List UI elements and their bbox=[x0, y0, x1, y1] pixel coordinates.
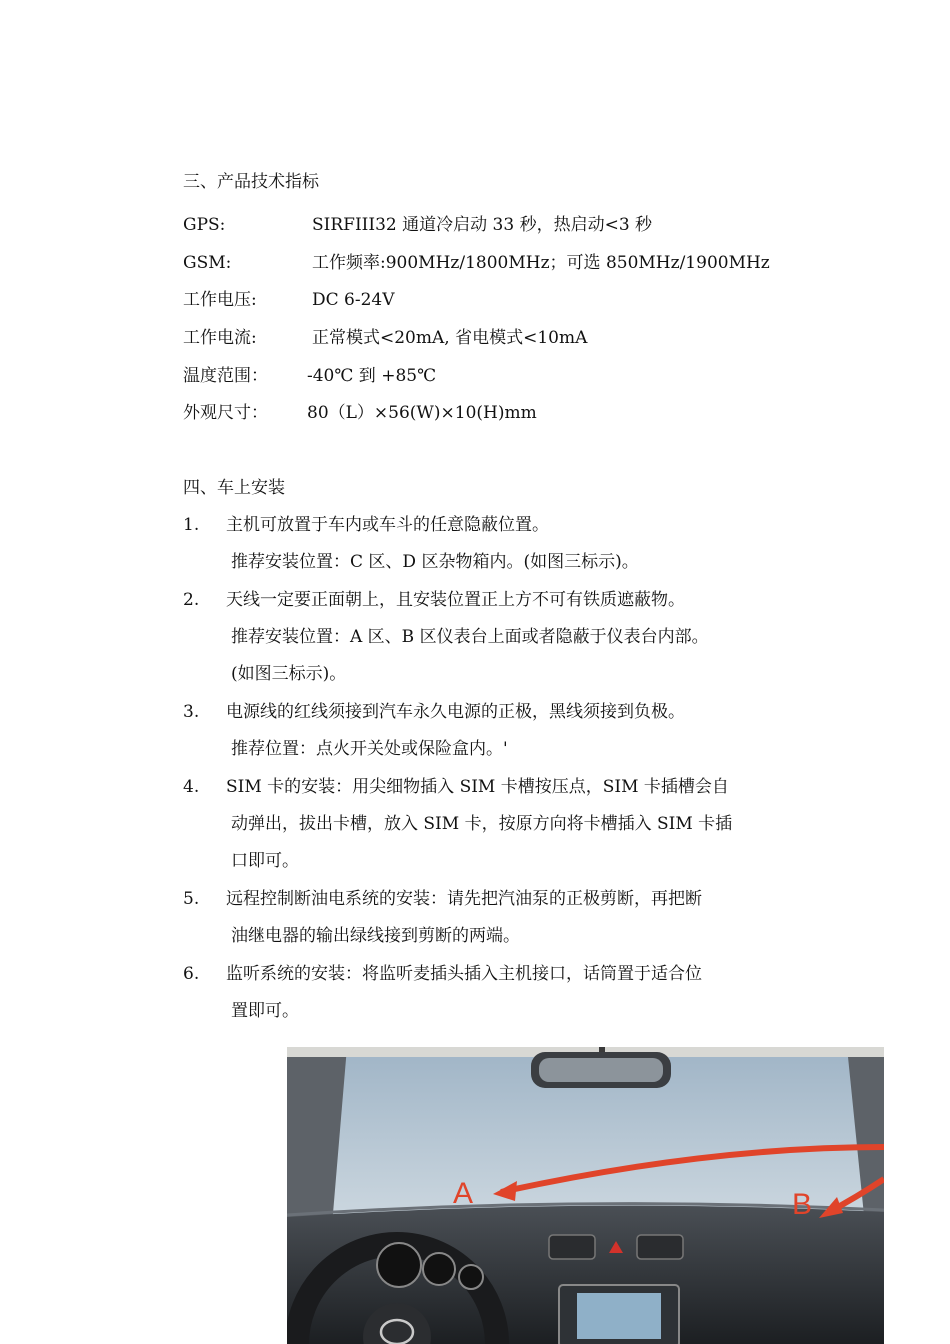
spec-value-gsm: 工作频率:900MHz/1800MHz；可选 850MHz/1900MHz bbox=[312, 253, 770, 273]
list-item-number: 2. bbox=[183, 590, 200, 610]
spec-label-gsm: GSM: bbox=[183, 253, 232, 273]
zone-label-a: A bbox=[453, 1177, 474, 1210]
list-item-line: 动弹出，拔出卡槽，放入 SIM 卡，按原方向将卡槽插入 SIM 卡插 bbox=[231, 814, 733, 834]
list-item-line: 主机可放置于车内或车斗的任意隐蔽位置。 bbox=[226, 515, 549, 535]
list-item-line: (如图三标示)。 bbox=[231, 664, 347, 684]
spec-value-gps: SIRFIII32 通道冷启动 33 秒，热启动<3 秒 bbox=[312, 215, 653, 235]
list-item-line: 监听系统的安装：将监听麦插头插入主机接口，话筒置于适合位 bbox=[226, 964, 702, 984]
spec-value-temperature: -40℃ 到 +85℃ bbox=[307, 366, 437, 386]
list-item-line: 天线一定要正面朝上，且安装位置正上方不可有铁质遮蔽物。 bbox=[226, 590, 685, 610]
list-item-line: 置即可。 bbox=[231, 1001, 299, 1021]
spec-label-dimensions: 外观尺寸： bbox=[183, 403, 268, 423]
spec-label-current: 工作电流: bbox=[183, 328, 257, 348]
spec-label-gps: GPS: bbox=[183, 215, 226, 235]
section-4-heading: 四、车上安装 bbox=[183, 478, 285, 498]
list-item-line: 口即可。 bbox=[231, 851, 299, 871]
list-item-line: 推荐安装位置：A 区、B 区仪表台上面或者隐蔽于仪表台内部。 bbox=[231, 627, 709, 647]
list-item-number: 6. bbox=[183, 964, 200, 984]
list-item-number: 4. bbox=[183, 777, 200, 797]
list-item-line: 推荐位置：点火开关处或保险盒内。' bbox=[231, 739, 508, 759]
list-item-line: 远程控制断油电系统的安装：请先把汽油泵的正极剪断，再把断 bbox=[226, 889, 702, 909]
list-item-number: 5. bbox=[183, 889, 200, 909]
list-item-line: 油继电器的输出绿线接到剪断的两端。 bbox=[231, 926, 520, 946]
spec-value-voltage: DC 6-24V bbox=[312, 290, 395, 310]
list-item-line: SIM 卡的安装：用尖细物插入 SIM 卡槽按压点，SIM 卡插槽会自 bbox=[226, 777, 729, 797]
list-item-line: 电源线的红线须接到汽车永久电源的正极，黑线须接到负极。 bbox=[226, 702, 685, 722]
spec-label-temperature: 温度范围： bbox=[183, 366, 268, 386]
spec-value-dimensions: 80（L）×56(W)×10(H)mm bbox=[307, 403, 537, 423]
spec-value-current: 正常模式<20mA, 省电模式<10mA bbox=[312, 328, 588, 348]
list-item-line: 推荐安装位置：C 区、D 区杂物箱内。(如图三标示)。 bbox=[231, 552, 639, 572]
zone-label-b: B bbox=[792, 1188, 813, 1221]
list-item-number: 1. bbox=[183, 515, 200, 535]
car-interior-photo bbox=[287, 1047, 884, 1344]
list-item-number: 3. bbox=[183, 702, 200, 722]
spec-label-voltage: 工作电压: bbox=[183, 290, 257, 310]
section-3-heading: 三、产品技术指标 bbox=[183, 172, 319, 192]
